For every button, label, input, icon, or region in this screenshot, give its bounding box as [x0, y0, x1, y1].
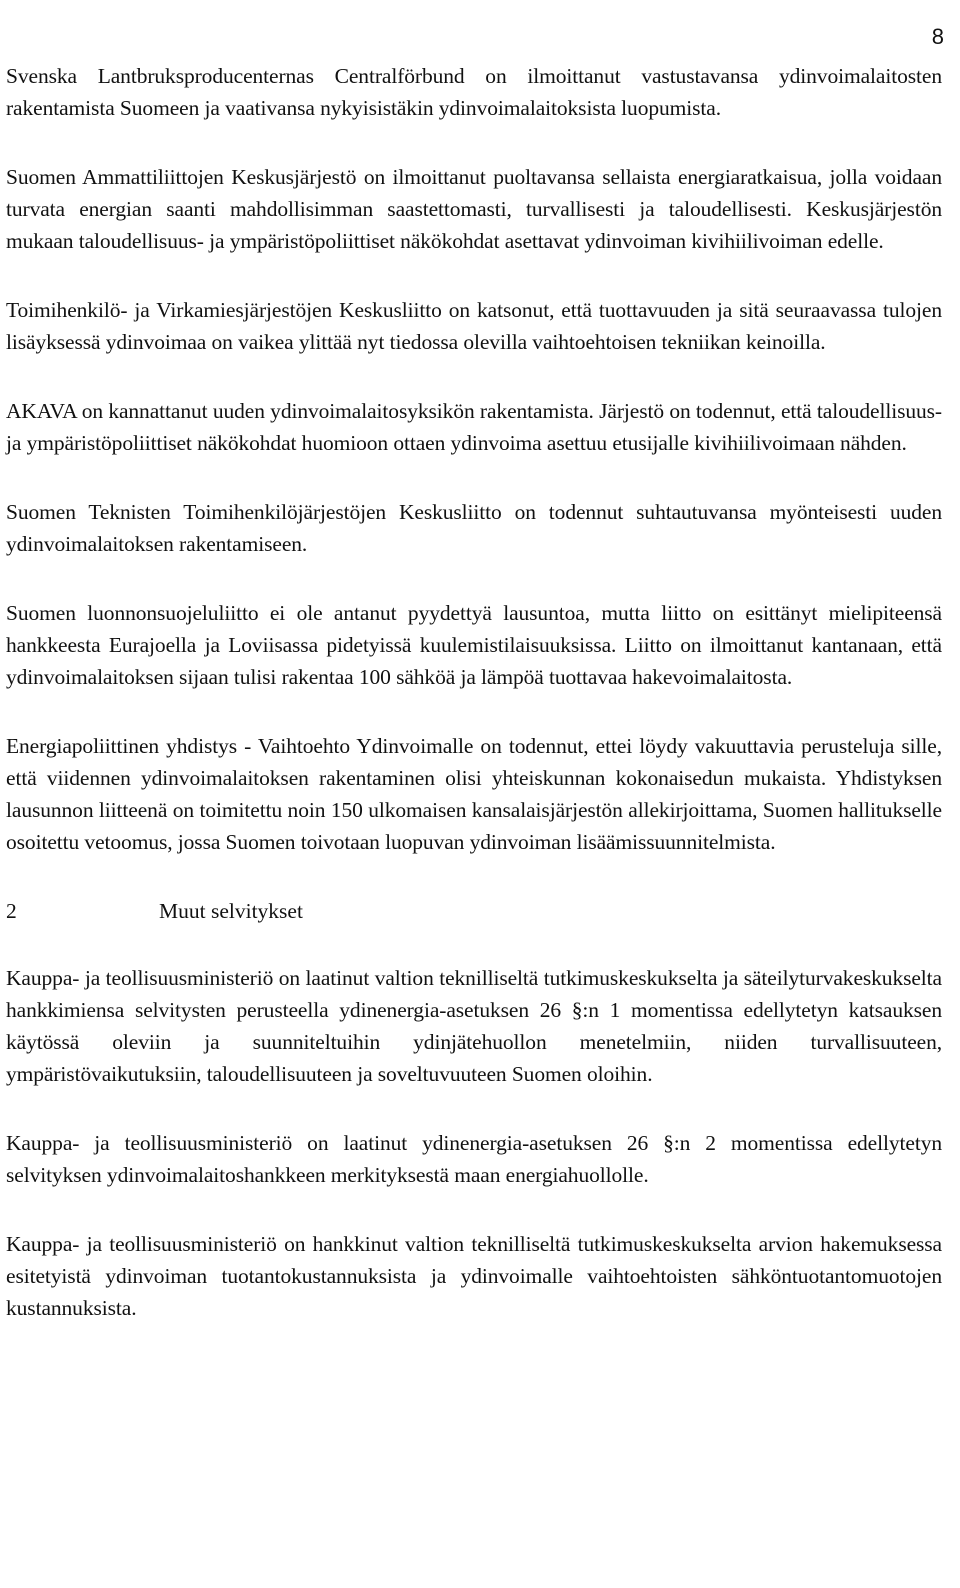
page-number: 8 [931, 24, 944, 49]
paragraph-stty: Toimihenkilö- ja Virkamiesjärjestöjen Keskusliitto on katsonut, että tuottavuuden ja sitä seuraavassa tulojen lisäyksessä ydinvoimaa on vaikea ylittää nyt tiedossa olevilla vaihtoehtoisen tekniikan keinoilla. [6, 298, 942, 354]
section-heading [6, 895, 942, 927]
section-number: 2 [6, 899, 17, 923]
paragraph-stth: Suomen Teknisten Toimihenkilöjärjestöjen Keskusliitto on todennut suhtautuvansa myönteisesti uuden ydinvoimalaitoksen rakentamiseen. [6, 500, 942, 556]
paragraph-slc: Svenska Lantbruksproducenternas Centralförbund on ilmoittanut vastustavansa ydinvoimalaitosten rakentamista Suomeen ja vaativansa nykyisistäkin ydinvoimalaitoksista luopumista. [6, 64, 942, 120]
paragraph-akava: AKAVA on kannattanut uuden ydinvoimalaitosyksikön rakentamista. Järjestö on todennut, että taloudellisuus- ja ympäristöpoliittiset näkökohdat huomioon ottaen ydinvoima asettuu etusijalle kivihiilivoimaan nähden. [6, 399, 942, 455]
paragraph-tuotantokustannukset: Kauppa- ja teollisuusministeriö on hankkinut valtion teknilliseltä tutkimuskeskukselta arvion hakemuksessa esitetyistä ydinvoiman tuotantokustannuksista ja ydinvoimalle vaihtoehtoisten sähköntuotantomuotojen kustannuksista. [6, 1232, 942, 1320]
paragraph-energiahuolto: Kauppa- ja teollisuusministeriö on laatinut ydinenergia-asetuksen 26 §:n 2 momentissa edellytetyn selvityksen ydinvoimalaitoshankkeen merkityksestä maan energiahuollolle. [6, 1131, 942, 1187]
paragraph-energiapoliittinen-yhdistys: Energiapoliittinen yhdistys - Vaihtoehto Ydinvoimalle on todennut, ettei löydy vakuuttavia perusteluja sille, että viidennen ydinvoimalaitoksen rakentaminen olisi yhteiskunnan kokonaisedun mukaista. Yhdistyksen lausunnon liitteenä on toimitettu noin 150 ulkomaisen kansalaisjärjestön allekirjoittama, Suomen hallitukselle osoitettu vetoomus, jossa Suomen toivotaan luopuvan ydinvoiman lisäämissuunnitelmista. [6, 734, 942, 854]
document-body [6, 60, 942, 1361]
section-title: Muut selvitykset [159, 899, 303, 923]
paragraph-ydinjatehuolto: Kauppa- ja teollisuusministeriö on laatinut valtion teknilliseltä tutkimuskeskukselta ja säteilyturvakeskukselta hankkimiensa selvitysten perusteella ydinenergia-asetuksen 26 §:n 1 momentissa edellytetyn katsauksen käytössä oleviin ja suunniteltuihin ydinjätehuollon menetelmiin, niiden turvallisuuteen, ympäristövaikutuksiin, taloudellisuuteen ja soveltuvuuteen Suomen oloihin. [6, 966, 942, 1086]
paragraph-sak: Suomen Ammattiliittojen Keskusjärjestö on ilmoittanut puoltavansa sellaista energiaratkaisua, jolla voidaan turvata energian saanti mahdollisimman saastettomasti, turvallisesti ja taloudellisesti. Keskusjärjestön mukaan taloudellisuus- ja ympäristöpoliittiset näkökohdat asettavat ydinvoiman kivihiilivoiman edelle. [6, 165, 942, 253]
paragraph-luonnonsuojeluliitto: Suomen luonnonsuojeluliitto ei ole antanut pyydettyä lausuntoa, mutta liitto on esittänyt mielipiteensä hankkeesta Eurajoella ja Loviisassa pidetyissä kuulemistilaisuuksissa. Liitto on ilmoittanut kantanaan, että ydinvoimalaitoksen sijaan tulisi rakentaa 100 sähköä ja lämpöä tuottavaa hakevoimalaitosta. [6, 601, 942, 689]
